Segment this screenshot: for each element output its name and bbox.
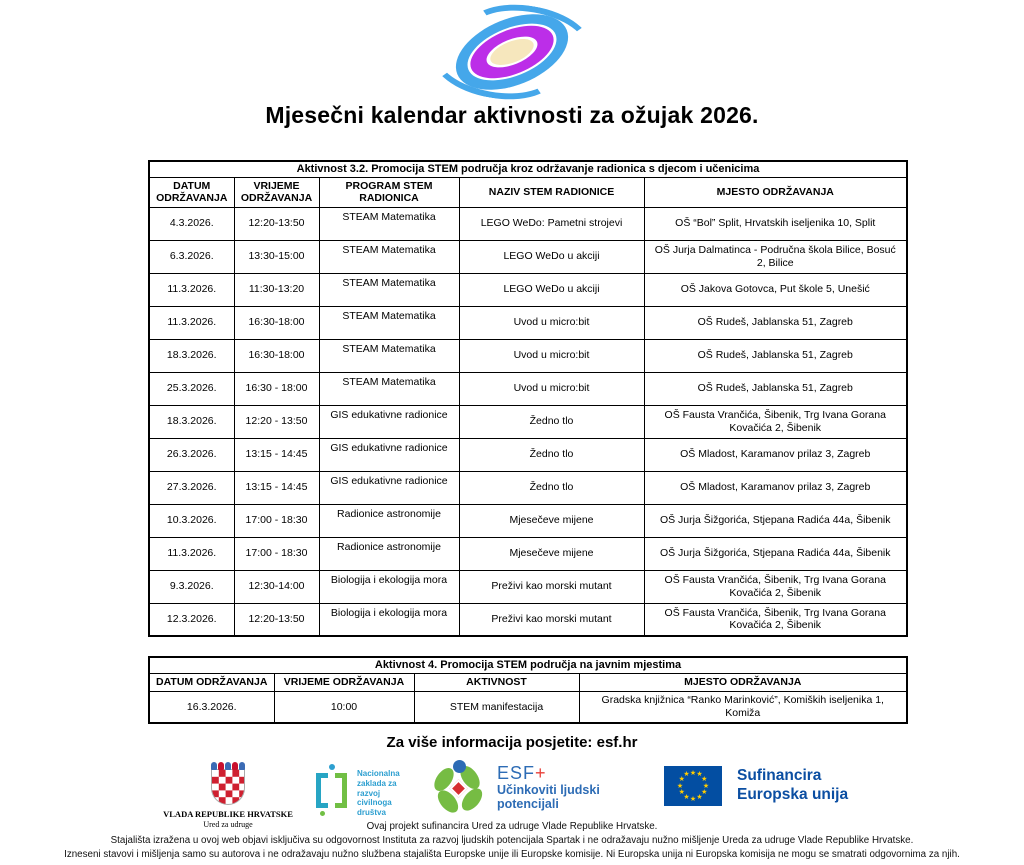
- croatian-government-logo: [156, 762, 300, 829]
- table-row: [149, 603, 907, 636]
- table-cell: Uvod u micro:bit: [459, 306, 644, 339]
- government-office: Ured za udruge: [203, 820, 253, 829]
- table-cell: 18.3.2026.: [149, 405, 234, 438]
- table-row: [149, 273, 907, 306]
- brackets-icon: [314, 764, 350, 816]
- table-cell: 11:30-13:20: [234, 273, 319, 306]
- table-cell: OŠ Jurja Šižgorića, Stjepana Radića 44a, Šibenik: [644, 537, 907, 570]
- table-cell: OŠ “Bol” Split, Hrvatskih iseljenika 10, Split: [644, 207, 907, 240]
- table-cell: OŠ Mladost, Karamanov prilaz 3, Zagreb: [644, 471, 907, 504]
- table-caption: Aktivnost 3.2. Promocija STEM područja kroz održavanje radionica s djecom i učenicima: [149, 161, 907, 177]
- table-cell: STEAM Matematika: [319, 240, 459, 273]
- table-cell: 12:20-13:50: [234, 207, 319, 240]
- table-row: [149, 339, 907, 372]
- coat-of-arms-shield-icon: [211, 769, 245, 805]
- table-cell: 6.3.2026.: [149, 240, 234, 273]
- column-header-program: PROGRAM STEM RADIONICA: [319, 177, 459, 207]
- eu-star-icon: ★: [683, 771, 690, 779]
- column-header-naziv: NAZIV STEM RADIONICE: [459, 177, 644, 207]
- table-cell: OŠ Rudeš, Jablanska 51, Zagreb: [644, 306, 907, 339]
- government-name: VLADA REPUBLIKE HRVATSKE: [163, 809, 293, 819]
- table-cell: 12:30-14:00: [234, 570, 319, 603]
- table-cell: 13:15 - 14:45: [234, 471, 319, 504]
- table-cell: Žedno tlo: [459, 405, 644, 438]
- column-header-vrijeme: VRIJEME ODRŽAVANJA: [274, 673, 414, 691]
- table-cell: STEAM Matematika: [319, 372, 459, 405]
- table-cell: Mjesečeve mijene: [459, 537, 644, 570]
- table-cell: 18.3.2026.: [149, 339, 234, 372]
- table-cell: STEAM Matematika: [319, 339, 459, 372]
- eu-star-icon: ★: [678, 789, 685, 796]
- eu-star-icon: ★: [676, 782, 684, 790]
- table-cell: LEGO WeDo: Pametni strojevi: [459, 207, 644, 240]
- table-cell: Preživi kao morski mutant: [459, 603, 644, 636]
- table-cell: STEAM Matematika: [319, 273, 459, 306]
- table-cell: 12.3.2026.: [149, 603, 234, 636]
- table-row: [149, 471, 907, 504]
- eu-cofunding-label: Sufinancira Europska unija: [737, 767, 849, 803]
- table-cell: 26.3.2026.: [149, 438, 234, 471]
- esf-label: ESF+ Učinkoviti ljudski potencijali: [497, 763, 600, 811]
- table-cell: 11.3.2026.: [149, 537, 234, 570]
- table-row: [149, 240, 907, 273]
- table-row: [149, 438, 907, 471]
- table-cell: Uvod u micro:bit: [459, 339, 644, 372]
- table-cell: 16.3.2026.: [149, 691, 274, 723]
- table-cell: 10:00: [274, 691, 414, 723]
- table-cell: OŠ Jurja Šižgorića, Stjepana Radića 44a, Šibenik: [644, 504, 907, 537]
- table-cell: 11.3.2026.: [149, 306, 234, 339]
- table-cell: 9.3.2026.: [149, 570, 234, 603]
- table-cell: 16:30-18:00: [234, 339, 319, 372]
- table-cell: OŠ Fausta Vrančića, Šibenik, Trg Ivana Gorana Kovačića 2, Šibenik: [644, 603, 907, 636]
- table-cell: STEAM Matematika: [319, 207, 459, 240]
- table-cell: Mjesečeve mijene: [459, 504, 644, 537]
- table-row: [149, 306, 907, 339]
- column-header-mjesto: MJESTO ODRŽAVANJA: [579, 673, 907, 691]
- table-cell: 10.3.2026.: [149, 504, 234, 537]
- table-cell: 16:30 - 18:00: [234, 372, 319, 405]
- column-header-datum: DATUM ODRŽAVANJA: [149, 673, 274, 691]
- table-cell: Radionice astronomije: [319, 504, 459, 537]
- eu-star-icon: ★: [696, 793, 703, 801]
- eu-star-icon: ★: [701, 789, 708, 796]
- eu-cofunding-logo: [664, 766, 848, 806]
- table-cell: Žedno tlo: [459, 471, 644, 504]
- table-cell: 12:20-13:50: [234, 603, 319, 636]
- table-cell: Žedno tlo: [459, 438, 644, 471]
- table-caption-row: [149, 161, 907, 177]
- table-cell: 11.3.2026.: [149, 273, 234, 306]
- table-caption: Aktivnost 4. Promocija STEM područja na javnim mjestima: [149, 657, 907, 673]
- national-foundation-logo: [314, 764, 400, 818]
- table-row: [149, 372, 907, 405]
- table-cell: LEGO WeDo u akciji: [459, 240, 644, 273]
- eu-star-icon: ★: [689, 795, 697, 803]
- eu-star-icon: ★: [702, 782, 710, 790]
- table-cell: Biologija i ekologija mora: [319, 570, 459, 603]
- table-cell: Preživi kao morski mutant: [459, 570, 644, 603]
- more-info-text: Za više informacija posjetite: esf.hr: [386, 734, 638, 751]
- table-cell: Gradska knjižnica “Ranko Marinković”, Komiških iseljenika 1, Komiža: [579, 691, 907, 723]
- table-row: [149, 691, 907, 723]
- table-cell: 17:00 - 18:30: [234, 504, 319, 537]
- column-header-datum: DATUM ODRŽAVANJA: [149, 177, 234, 207]
- table-cell: 13:15 - 14:45: [234, 438, 319, 471]
- table-caption-row: [149, 657, 907, 673]
- eu-flag-icon: [664, 766, 722, 806]
- table-cell: 4.3.2026.: [149, 207, 234, 240]
- table-cell: OŠ Rudeš, Jablanska 51, Zagreb: [644, 339, 907, 372]
- table-row: [149, 207, 907, 240]
- table-row: [149, 570, 907, 603]
- table-cell: Uvod u micro:bit: [459, 372, 644, 405]
- table-cell: GIS edukativne radionice: [319, 438, 459, 471]
- table-header-row: [149, 177, 907, 207]
- footer-line-2: Stajališta izražena u ovoj web objavi isključiva su odgovornost Instituta za razvoj ljudskih potencijala Spartak i ne odražavaju nužno mišljenje Ureda za udruge Vlade Republike Hrvatske.: [110, 834, 914, 846]
- eu-star-icon: ★: [696, 771, 703, 779]
- column-header-aktivnost: AKTIVNOST: [414, 673, 579, 691]
- foundation-name: Nacionalna zaklada za razvoj civilnoga društva: [357, 769, 400, 818]
- esf-flower-icon: [430, 760, 488, 818]
- table-row: [149, 504, 907, 537]
- activities-table-workshops: [148, 160, 908, 637]
- esf-plus-logo: [430, 760, 600, 818]
- table-cell: OŠ Rudeš, Jablanska 51, Zagreb: [644, 372, 907, 405]
- table-cell: OŠ Fausta Vrančića, Šibenik, Trg Ivana Gorana Kovačića 2, Šibenik: [644, 570, 907, 603]
- column-header-vrijeme: VRIJEME ODRŽAVANJA: [234, 177, 319, 207]
- table-row: [149, 405, 907, 438]
- table-cell: 13:30-15:00: [234, 240, 319, 273]
- table-cell: 25.3.2026.: [149, 372, 234, 405]
- table-cell: 16:30-18:00: [234, 306, 319, 339]
- table-cell: OŠ Jakova Gotovca, Put škole 5, Unešić: [644, 273, 907, 306]
- table-cell: OŠ Mladost, Karamanov prilaz 3, Zagreb: [644, 438, 907, 471]
- table-cell: OŠ Fausta Vrančića, Šibenik, Trg Ivana Gorana Kovačića 2, Šibenik: [644, 405, 907, 438]
- table-cell: Biologija i ekologija mora: [319, 603, 459, 636]
- table-cell: 27.3.2026.: [149, 471, 234, 504]
- table-cell: OŠ Jurja Dalmatinca - Područna škola Bilice, Bosuć 2, Bilice: [644, 240, 907, 273]
- table-cell: Radionice astronomije: [319, 537, 459, 570]
- table-cell: GIS edukativne radionice: [319, 405, 459, 438]
- table-row: [149, 537, 907, 570]
- eu-star-icon: ★: [689, 769, 697, 777]
- table-cell: STEAM Matematika: [319, 306, 459, 339]
- table-cell: 17:00 - 18:30: [234, 537, 319, 570]
- eu-star-icon: ★: [678, 776, 685, 783]
- galaxy-logo: [444, 8, 580, 96]
- table-cell: LEGO WeDo u akciji: [459, 273, 644, 306]
- table-cell: STEM manifestacija: [414, 691, 579, 723]
- eu-star-icon: ★: [701, 776, 708, 783]
- table-cell: 12:20 - 13:50: [234, 405, 319, 438]
- eu-star-icon: ★: [683, 793, 690, 801]
- table-header-row: [149, 673, 907, 691]
- coat-of-arms-crown-icon: [156, 762, 300, 770]
- page-title: Mjesečni kalendar aktivnosti za ožujak 2026.: [265, 102, 759, 128]
- footer-line-1: Ovaj projekt sufinancira Ured za udruge Vlade Republike Hrvatske.: [366, 821, 658, 832]
- table-cell: GIS edukativne radionice: [319, 471, 459, 504]
- footer-line-3: Izneseni stavovi i mišljenja samo su autorova i ne odražavaju nužno službena stajališta Europske unije ili Europske komisije. Ni Europska unija ni Europska komisija ne mogu se smatrati odgovornima za njih.: [64, 848, 960, 860]
- footer-disclaimer: [0, 820, 1024, 861]
- activities-table-public-events: [148, 656, 908, 724]
- column-header-mjesto: MJESTO ODRŽAVANJA: [644, 177, 907, 207]
